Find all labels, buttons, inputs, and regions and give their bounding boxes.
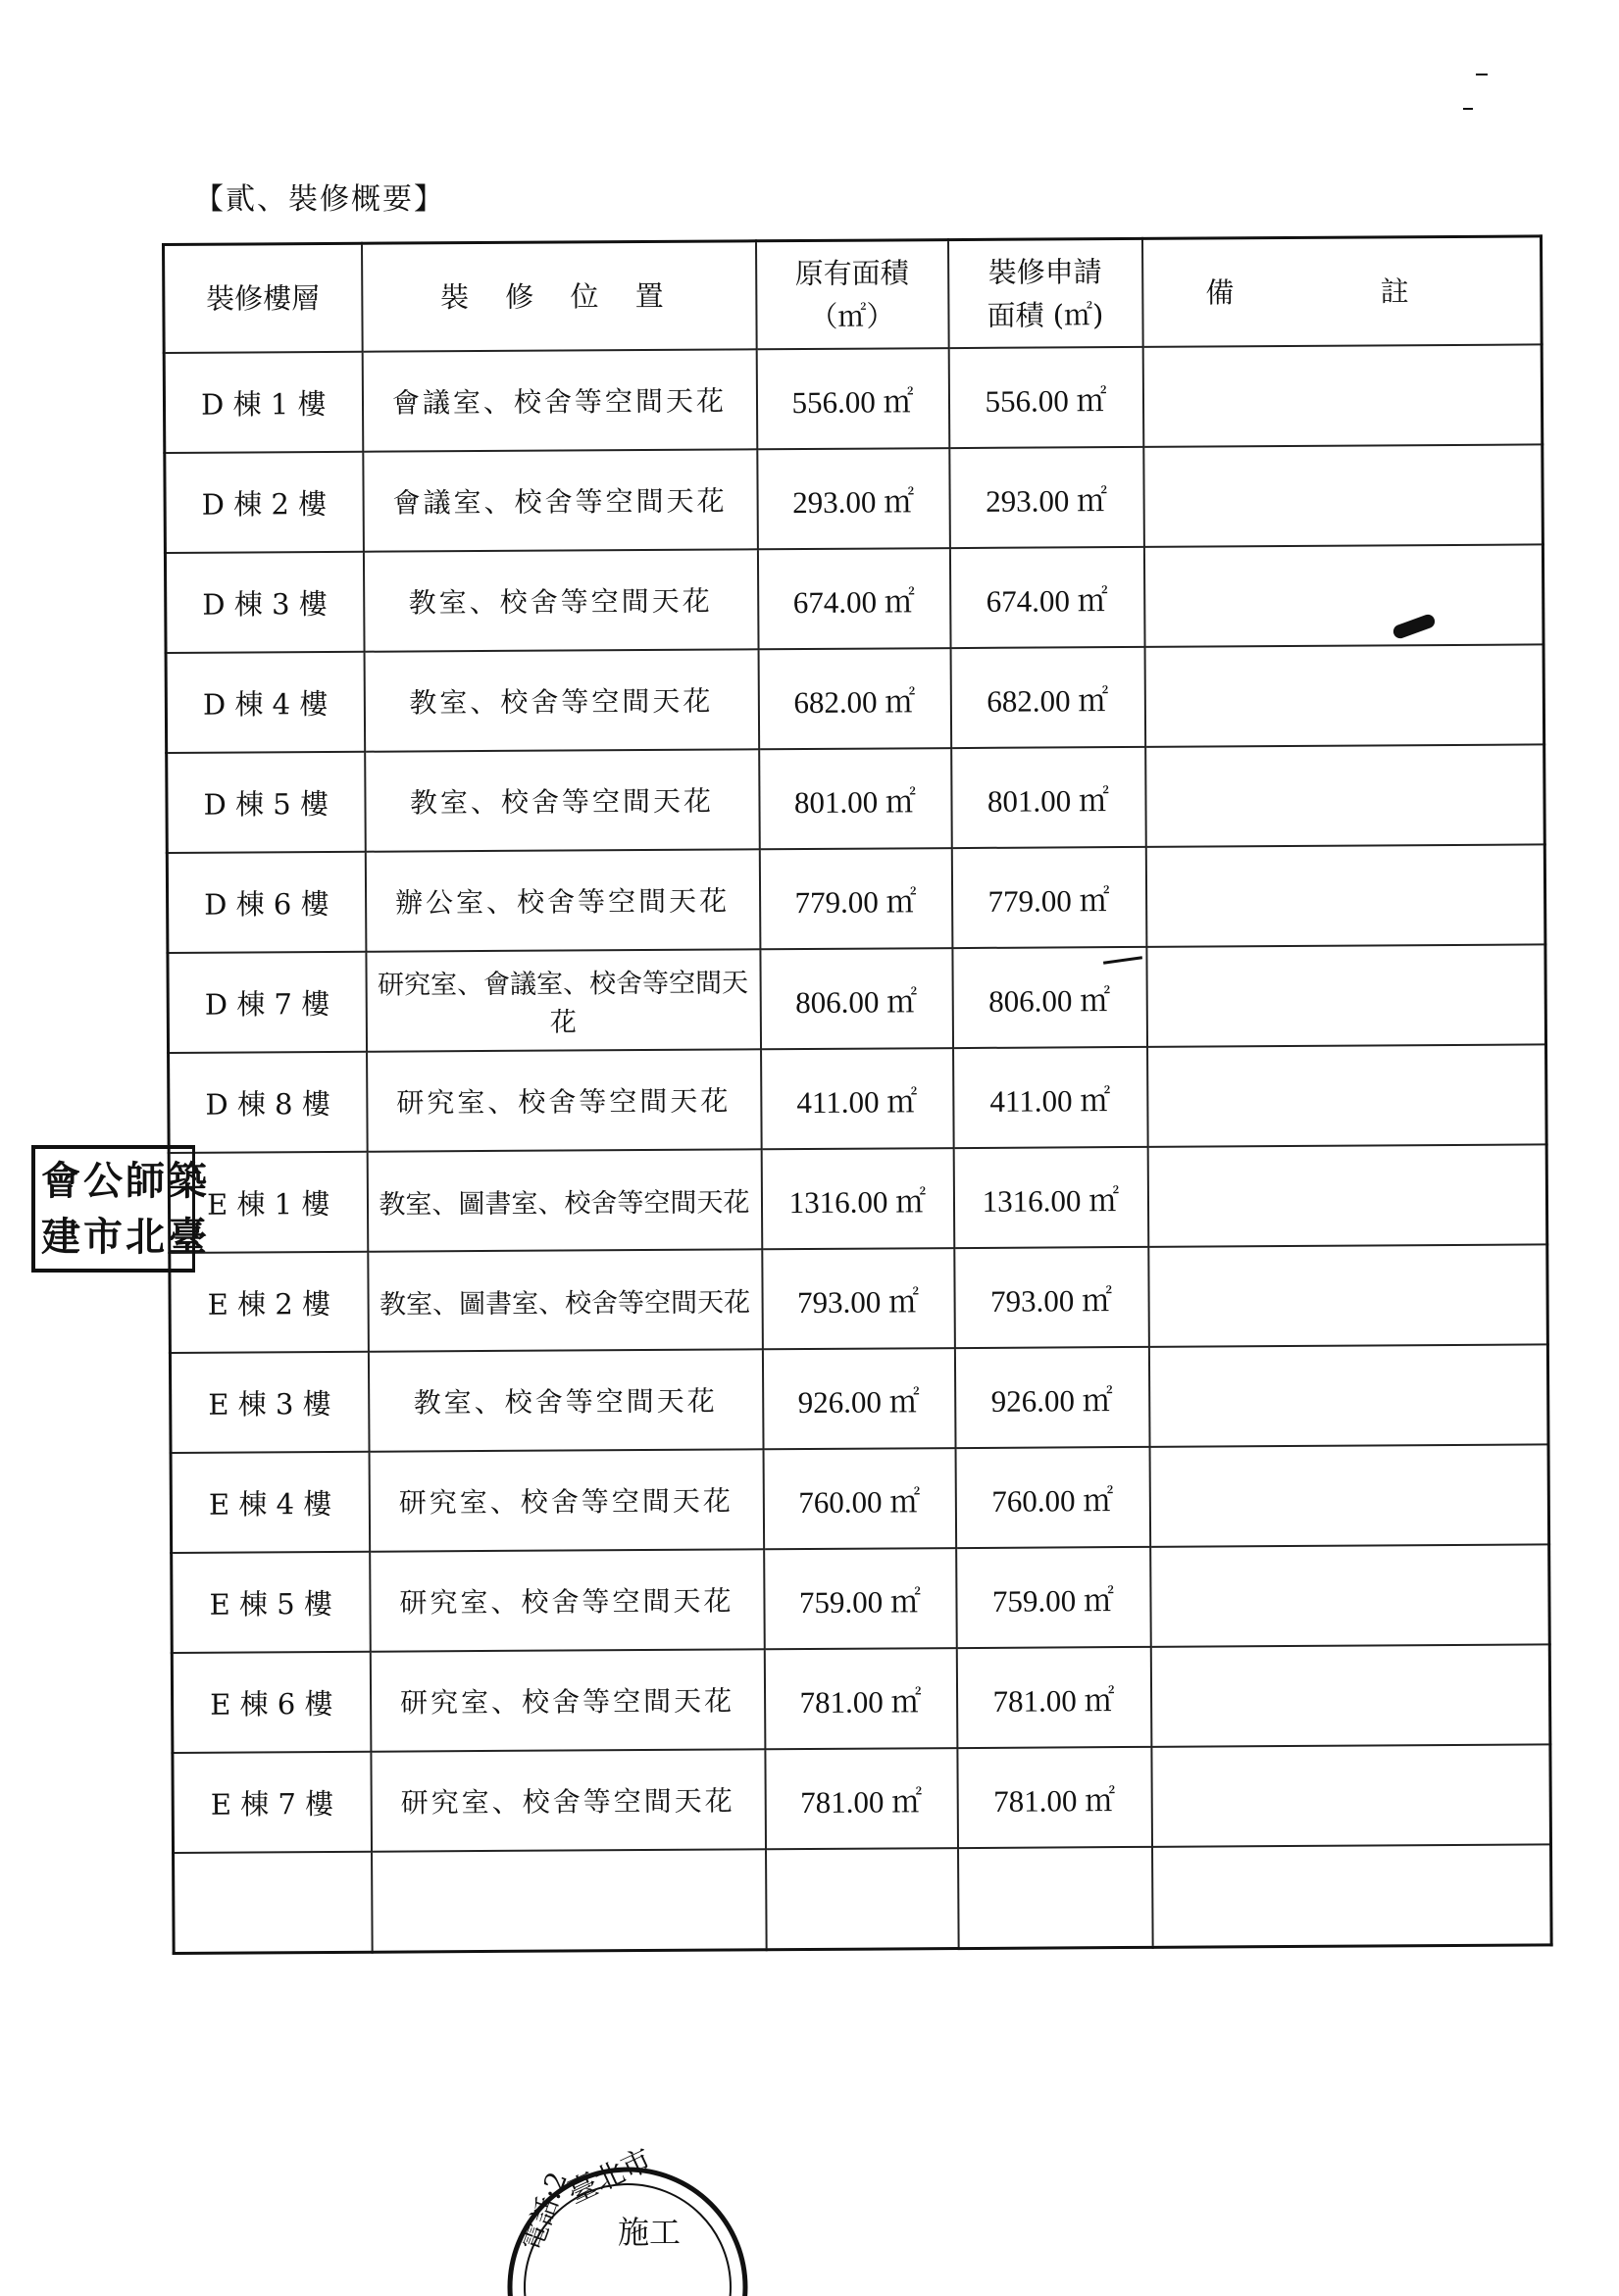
seal-character: 築	[168, 1158, 207, 1204]
svg-text:電話:2: 電話:2	[515, 2167, 575, 2256]
seal-character: 市	[83, 1214, 123, 1260]
table-row	[167, 744, 1545, 853]
row-floor-cell: E 棟 5 樓	[172, 1552, 371, 1653]
row-remarks-cell	[1148, 1244, 1548, 1346]
row-floor-cell: D 棟 5 樓	[167, 752, 366, 853]
row-floor-cell: D 棟 6 樓	[167, 852, 366, 953]
table-row	[171, 1444, 1549, 1553]
row-floor-cell: E 棟 2 樓	[170, 1252, 369, 1353]
row-position-cell: 教室、校舍等空間天花	[364, 649, 759, 751]
row-remarks-cell	[1150, 1544, 1550, 1646]
row-remarks-cell	[1152, 1844, 1552, 1947]
svg-text:施工: 施工	[618, 2214, 682, 2251]
table-row	[167, 844, 1545, 953]
row-requested-area-cell: 781.00 ㎡	[956, 1647, 1151, 1748]
row-remarks-cell	[1144, 644, 1544, 746]
row-floor-cell: E 棟 6 樓	[172, 1652, 371, 1753]
row-floor-cell: D 棟 1 樓	[164, 352, 363, 453]
row-position-cell: 教室、校舍等空間天花	[368, 1349, 763, 1451]
row-remarks-cell	[1142, 344, 1543, 446]
row-requested-area-cell: 411.00 ㎡	[953, 1047, 1148, 1148]
row-original-area-cell: 674.00 ㎡	[757, 548, 950, 649]
header-original-area	[755, 240, 948, 350]
table-row	[174, 1844, 1552, 1953]
row-original-area-cell: 1316.00 ㎡	[761, 1148, 954, 1249]
row-position-cell: 研究室、校舍等空間天花	[371, 1749, 766, 1851]
table-row	[169, 1044, 1547, 1153]
row-position-cell: 研究室、校舍等空間天花	[370, 1649, 765, 1751]
row-original-area-cell: 779.00 ㎡	[759, 848, 952, 949]
row-floor-cell: D 棟 3 樓	[165, 552, 364, 653]
row-remarks-cell	[1143, 444, 1543, 546]
row-position-cell: 教室、校舍等空間天花	[365, 749, 760, 851]
table-row	[169, 1144, 1547, 1253]
row-floor-cell: D 棟 7 樓	[168, 952, 367, 1053]
renovation-summary-table	[162, 234, 1553, 1955]
row-position-cell: 研究室、校舍等空間天花	[369, 1449, 764, 1551]
header-floor: 裝修樓層	[164, 243, 363, 353]
row-position-cell: 研究室、校舍等空間天花	[367, 1049, 762, 1151]
row-original-area-cell: 801.00 ㎡	[759, 748, 952, 849]
row-floor-cell: D 棟 2 樓	[165, 452, 364, 553]
row-floor-cell: E 棟 4 樓	[171, 1452, 370, 1553]
table-row	[166, 644, 1544, 753]
row-remarks-cell	[1145, 744, 1545, 846]
row-remarks-cell	[1145, 844, 1545, 946]
row-original-area-cell: 760.00 ㎡	[763, 1448, 956, 1549]
table-row	[173, 1744, 1551, 1853]
row-requested-area-cell	[958, 1847, 1153, 1949]
row-floor-cell: D 棟 8 樓	[169, 1052, 368, 1153]
header-requested-area-text: 裝修申請 面積 (㎡)	[987, 255, 1104, 332]
seal-characters	[41, 1155, 207, 1263]
row-original-area-cell: 411.00 ㎡	[761, 1048, 954, 1149]
table-row	[165, 444, 1543, 553]
row-requested-area-cell: 293.00 ㎡	[949, 447, 1144, 548]
row-position-cell: 教室、圖書室、校舍等空間天花	[368, 1249, 763, 1351]
row-floor-cell: E 棟 1 樓	[169, 1152, 368, 1253]
renovation-table-wrapper	[162, 234, 1549, 1918]
row-requested-area-cell: 781.00 ㎡	[957, 1747, 1152, 1848]
row-floor-cell	[174, 1852, 373, 1954]
row-floor-cell: E 棟 3 樓	[170, 1352, 369, 1453]
row-original-area-cell	[766, 1848, 959, 1950]
row-requested-area-cell: 801.00 ㎡	[951, 747, 1146, 848]
seal-character: 公	[83, 1158, 123, 1204]
row-requested-area-cell: 759.00 ㎡	[956, 1547, 1151, 1648]
seal-character: 北	[126, 1214, 165, 1260]
row-remarks-cell	[1149, 1444, 1549, 1546]
row-requested-area-cell: 674.00 ㎡	[949, 547, 1144, 648]
seal-character: 會	[41, 1158, 80, 1204]
section-title: 【貳、裝修概要】	[194, 182, 445, 217]
table-row	[164, 344, 1543, 453]
row-remarks-cell	[1143, 544, 1543, 646]
header-remarks: 備 註	[1141, 236, 1542, 347]
table-row	[172, 1644, 1550, 1753]
table-body	[164, 344, 1551, 1953]
row-original-area-cell: 781.00 ㎡	[764, 1648, 957, 1749]
row-requested-area-cell: 760.00 ㎡	[955, 1447, 1150, 1548]
scan-mark	[1463, 108, 1473, 110]
row-original-area-cell: 759.00 ㎡	[764, 1548, 957, 1649]
row-remarks-cell	[1147, 1144, 1547, 1246]
row-position-cell: 辦公室、校舍等空間天花	[365, 849, 760, 951]
row-original-area-cell: 781.00 ㎡	[765, 1748, 958, 1849]
row-remarks-cell	[1151, 1744, 1551, 1846]
header-requested-area	[947, 238, 1142, 348]
table-row	[172, 1544, 1550, 1653]
row-position-cell: 研究室、校舍等空間天花	[370, 1549, 765, 1651]
row-remarks-cell	[1148, 1344, 1548, 1446]
government-seal-graphic	[481, 2106, 745, 2292]
header-original-area-text: 原有面積 （㎡）	[794, 256, 909, 333]
row-original-area-cell: 293.00 ㎡	[757, 448, 950, 549]
table-row	[165, 544, 1543, 653]
row-requested-area-cell: 556.00 ㎡	[948, 347, 1143, 448]
row-position-cell: 會議室、校舍等空間天花	[362, 349, 757, 451]
table-row	[170, 1244, 1548, 1353]
architect-seal-stamp	[31, 1145, 207, 1273]
header-position: 裝 修 位 置	[362, 241, 757, 352]
row-original-area-cell: 556.00 ㎡	[756, 348, 949, 449]
row-position-cell: 教室、圖書室、校舍等空間天花	[367, 1149, 762, 1251]
row-position-cell: 教室、校舍等空間天花	[363, 549, 758, 651]
row-remarks-cell	[1150, 1644, 1550, 1746]
row-requested-area-cell: 793.00 ㎡	[954, 1247, 1149, 1348]
row-remarks-cell	[1146, 944, 1546, 1046]
government-seal-stamp	[481, 2106, 745, 2292]
seal-character: 師	[126, 1158, 165, 1204]
row-original-area-cell: 682.00 ㎡	[758, 648, 951, 749]
row-requested-area-cell: 682.00 ㎡	[950, 647, 1145, 748]
table-row	[168, 944, 1546, 1053]
header-row	[164, 236, 1543, 353]
row-position-cell	[372, 1849, 767, 1952]
row-original-area-cell: 806.00 ㎡	[760, 948, 953, 1049]
scan-mark	[1476, 74, 1488, 75]
seal-character: 臺	[168, 1214, 207, 1260]
row-requested-area-cell: 806.00 ㎡	[952, 947, 1147, 1048]
row-floor-cell: E 棟 7 樓	[173, 1752, 372, 1853]
row-position-cell: 會議室、校舍等空間天花	[363, 449, 758, 551]
table-row	[170, 1344, 1548, 1453]
seal-character: 建	[41, 1214, 80, 1260]
row-position-cell: 研究室、會議室、校舍等空間天花	[366, 949, 761, 1051]
svg-text:臺北市: 臺北市	[562, 2142, 657, 2212]
row-requested-area-cell: 1316.00 ㎡	[953, 1147, 1148, 1248]
row-original-area-cell: 926.00 ㎡	[762, 1348, 955, 1449]
row-floor-cell: D 棟 4 樓	[166, 652, 365, 753]
row-requested-area-cell: 926.00 ㎡	[954, 1347, 1149, 1448]
row-requested-area-cell: 779.00 ㎡	[951, 847, 1146, 948]
row-remarks-cell	[1147, 1044, 1547, 1146]
row-original-area-cell: 793.00 ㎡	[762, 1248, 955, 1349]
